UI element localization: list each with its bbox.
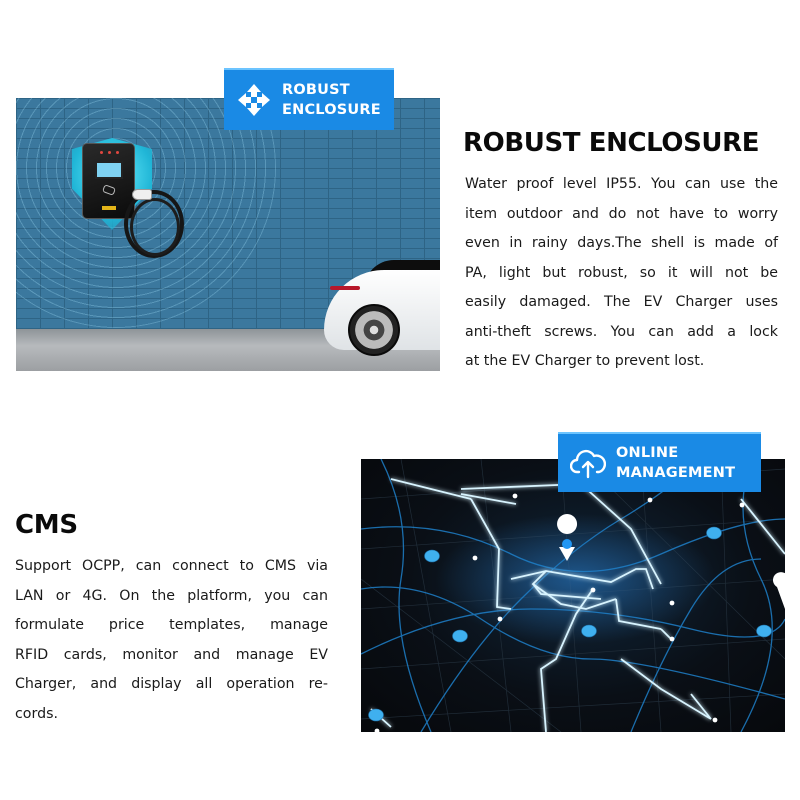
car-wheel — [348, 304, 400, 356]
badge-line-1: ROBUST — [282, 82, 350, 98]
sports-car — [324, 260, 440, 370]
charging-plug — [132, 189, 152, 200]
map-routes-graphic — [361, 459, 785, 732]
car-taillight — [330, 286, 360, 290]
status-leds — [100, 151, 119, 154]
paragraph-line: Support OCPP, can connect to CMS via — [15, 558, 328, 574]
paragraph-line: cords. — [15, 705, 58, 722]
cms-paragraph — [15, 552, 328, 729]
paragraph-line: easily damaged. The EV Charger uses — [465, 294, 778, 310]
online-management-badge — [558, 432, 761, 492]
paragraph-line: RFID cards, monitor and manage EV — [15, 646, 328, 663]
charger-screen — [95, 161, 123, 179]
badge-text — [616, 443, 735, 483]
paragraph-line: Charger, and display all operation re- — [15, 676, 328, 692]
enclosure-photo — [16, 98, 440, 371]
cms-heading: CMS — [15, 510, 78, 540]
badge-text — [282, 80, 381, 120]
rfid-card-icon — [102, 184, 116, 196]
four-way-arrows-icon — [236, 82, 272, 118]
paragraph-line: PA, light but robust, so it will not be — [465, 264, 778, 281]
paragraph-line: LAN or 4G. On the platform, you can — [15, 587, 328, 604]
charging-cable-loop — [130, 198, 180, 256]
city-map-photo — [361, 459, 785, 732]
badge-line-1: ONLINE — [616, 445, 679, 461]
robust-enclosure-badge — [224, 68, 394, 130]
paragraph-line: even in rainy days.The shell is made of — [465, 235, 778, 251]
enclosure-heading: ROBUST ENCLOSURE — [463, 128, 760, 158]
paragraph-line: anti-theft screws. You can add a lock — [465, 323, 778, 340]
badge-line-2: MANAGEMENT — [616, 465, 736, 481]
charger-logo — [102, 206, 116, 210]
paragraph-line: formulate price templates, manage — [15, 617, 328, 633]
enclosure-paragraph — [465, 170, 778, 377]
paragraph-line: Water proof level IP55. You can use the — [465, 176, 778, 192]
paragraph-line: at the EV Charger to prevent lost. — [465, 353, 705, 369]
badge-line-2: ENCLOSURE — [282, 102, 381, 118]
paragraph-line: item outdoor and do not have to worry — [465, 205, 778, 222]
cloud-upload-icon — [570, 447, 606, 479]
